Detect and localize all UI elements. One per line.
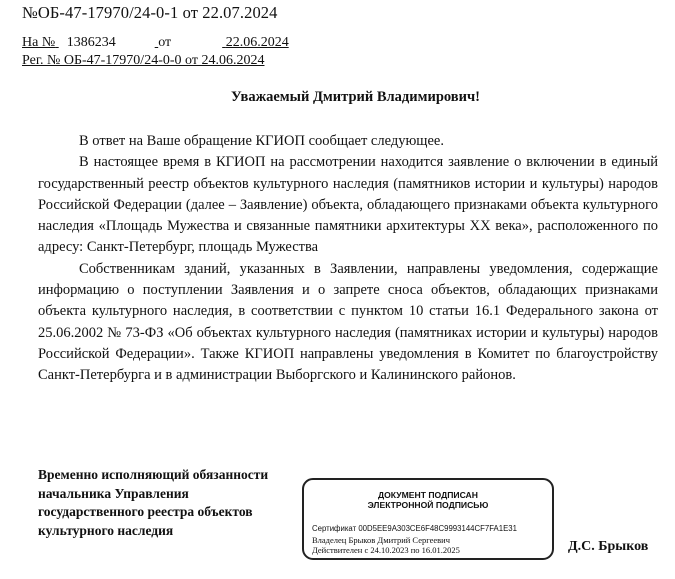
ref-na-label: На № <box>22 35 56 50</box>
signer-title: Временно исполняющий обязанности начальника Управления государственного реестра объектов культурного наследия <box>38 467 269 539</box>
ref-ot-label: от <box>158 35 172 50</box>
paragraph-notifications: Собственникам зданий, указанных в Заявлении, направлены уведомления, содержащие информацию о поступлении Заявления и о запрете сноса объектов, обладающих признаками объекта культурного наследия, в соответствии с пунктом 10 статьи 16.1 Федерального закона от 25.06.2002 № 73-ФЗ «Об объектах культурного наследия (памятниках истории и культуры) народов Российской Федерации». Также КГИОП направлены уведомления в Комитет по благоустройству Санкт-Петербурга и в администрации Выборгского и Калининского районов. <box>38 260 658 384</box>
signature-name: Д.С. Брыков <box>568 539 649 554</box>
stamp-validity: Действителен с 24.10.2023 по 16.01.2025 <box>312 545 460 555</box>
stamp-certificate: Сертификат 00D5EE9A303CE6F48C9993144CF7FA1E31 <box>312 524 517 533</box>
stamp-title-line1: ДОКУМЕНТ ПОДПИСАН <box>378 490 478 500</box>
electronic-signature-stamp <box>302 478 554 560</box>
greeting: Уважаемый Дмитрий Владимирович! <box>231 89 480 105</box>
paragraph-intro: В ответ на Ваше обращение КГИОП сообщает следующее. <box>79 133 444 149</box>
stamp-title-line2: ЭЛЕКТРОННОЙ ПОДПИСЬЮ <box>367 500 489 510</box>
ref-number: 1386234 <box>66 35 116 50</box>
paragraph-application: В настоящее время в КГИОП на рассмотрении находится заявление о включении в единый государственный реестр объектов культурного наследия (памятников истории и культуры) народов Российской Федерации (далее – Заявление) объекта, обладающего признаками объекта культурного наследия «Площадь Мужества и связанные памятники архитектуры ХХ века», расположенного по адресу: Санкт-Петербург, площадь Мужества <box>38 154 658 256</box>
ref-date: 22.06.2024 <box>225 35 289 50</box>
stamp-owner: Владелец Брыков Дмитрий Сергеевич <box>312 535 450 545</box>
letter-body <box>38 131 658 387</box>
registration-line: Рег. № ОБ-47-17970/24-0-0 от 24.06.2024 <box>22 53 265 68</box>
outgoing-doc-number: №ОБ-47-17970/24-0-1 от 22.07.2024 <box>22 3 278 22</box>
incoming-reference <box>22 35 289 51</box>
